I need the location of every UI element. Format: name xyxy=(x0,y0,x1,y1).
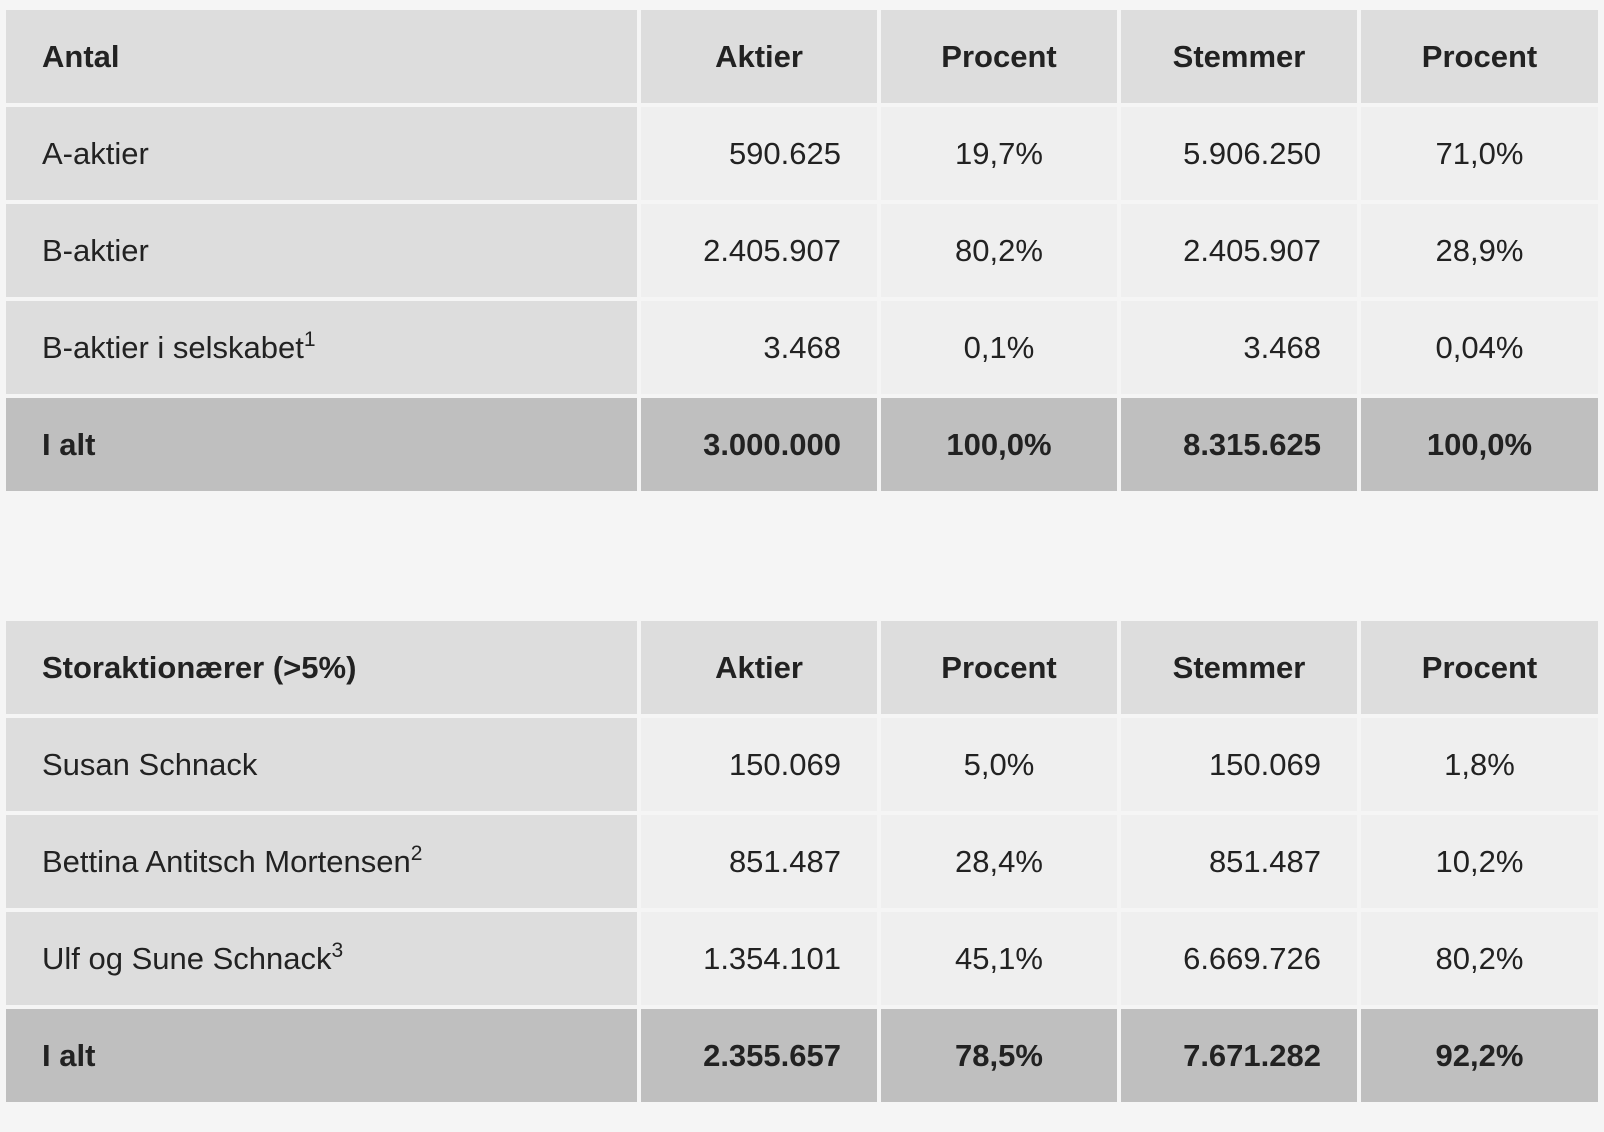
cell-stemmer: 3.468 xyxy=(1121,301,1357,394)
row-label: A-aktier xyxy=(6,107,637,200)
total-label: I alt xyxy=(6,1009,637,1102)
cell-procent: 5,0% xyxy=(881,718,1117,811)
table-row xyxy=(6,815,1598,908)
cell-stemmer: 150.069 xyxy=(1121,718,1357,811)
total-row xyxy=(6,398,1598,491)
share-capital-table xyxy=(2,6,1602,495)
header-procent: Procent xyxy=(881,10,1117,103)
row-label: Susan Schnack xyxy=(6,718,637,811)
cell-aktier: 2.405.907 xyxy=(641,204,877,297)
cell-aktier: 3.468 xyxy=(641,301,877,394)
header-aktier: Aktier xyxy=(641,10,877,103)
cell-aktier: 1.354.101 xyxy=(641,912,877,1005)
cell-stemmer: 5.906.250 xyxy=(1121,107,1357,200)
cell-aktier: 851.487 xyxy=(641,815,877,908)
table-header-row xyxy=(6,621,1598,714)
total-procent: 100,0% xyxy=(881,398,1117,491)
header-antal: Antal xyxy=(6,10,637,103)
table-row xyxy=(6,204,1598,297)
major-shareholders-table xyxy=(2,617,1602,1106)
table-row xyxy=(6,718,1598,811)
cell-procent: 28,4% xyxy=(881,815,1117,908)
header-procent: Procent xyxy=(1361,10,1598,103)
total-aktier: 3.000.000 xyxy=(641,398,877,491)
cell-stemmer: 2.405.907 xyxy=(1121,204,1357,297)
total-aktier: 2.355.657 xyxy=(641,1009,877,1102)
cell-stemmer: 851.487 xyxy=(1121,815,1357,908)
cell-aktier: 150.069 xyxy=(641,718,877,811)
total-procent: 92,2% xyxy=(1361,1009,1598,1102)
cell-procent: 45,1% xyxy=(881,912,1117,1005)
table-header-row xyxy=(6,10,1598,103)
cell-procent: 80,2% xyxy=(881,204,1117,297)
cell-procent: 80,2% xyxy=(1361,912,1598,1005)
cell-procent: 71,0% xyxy=(1361,107,1598,200)
header-procent: Procent xyxy=(1361,621,1598,714)
total-procent: 100,0% xyxy=(1361,398,1598,491)
cell-procent: 28,9% xyxy=(1361,204,1598,297)
header-procent: Procent xyxy=(881,621,1117,714)
row-label: Bettina Antitsch Mortensen$^2$ xyxy=(6,815,637,908)
total-stemmer: 8.315.625 xyxy=(1121,398,1357,491)
header-stemmer: Stemmer xyxy=(1121,10,1357,103)
table-row xyxy=(6,107,1598,200)
header-storaktionaerer: Storaktionærer (>5%) xyxy=(6,621,637,714)
cell-stemmer: 6.669.726 xyxy=(1121,912,1357,1005)
total-stemmer: 7.671.282 xyxy=(1121,1009,1357,1102)
table-row xyxy=(6,301,1598,394)
cell-procent: 0,04% xyxy=(1361,301,1598,394)
cell-procent: 1,8% xyxy=(1361,718,1598,811)
cell-procent: 0,1% xyxy=(881,301,1117,394)
cell-procent: 19,7% xyxy=(881,107,1117,200)
table-row xyxy=(6,912,1598,1005)
header-stemmer: Stemmer xyxy=(1121,621,1357,714)
cell-aktier: 590.625 xyxy=(641,107,877,200)
total-label: I alt xyxy=(6,398,637,491)
total-procent: 78,5% xyxy=(881,1009,1117,1102)
total-row xyxy=(6,1009,1598,1102)
row-label: B-aktier i selskabet$^1$ xyxy=(6,301,637,394)
cell-procent: 10,2% xyxy=(1361,815,1598,908)
row-label: B-aktier xyxy=(6,204,637,297)
row-label: Ulf og Sune Schnack$^3$ xyxy=(6,912,637,1005)
header-aktier: Aktier xyxy=(641,621,877,714)
